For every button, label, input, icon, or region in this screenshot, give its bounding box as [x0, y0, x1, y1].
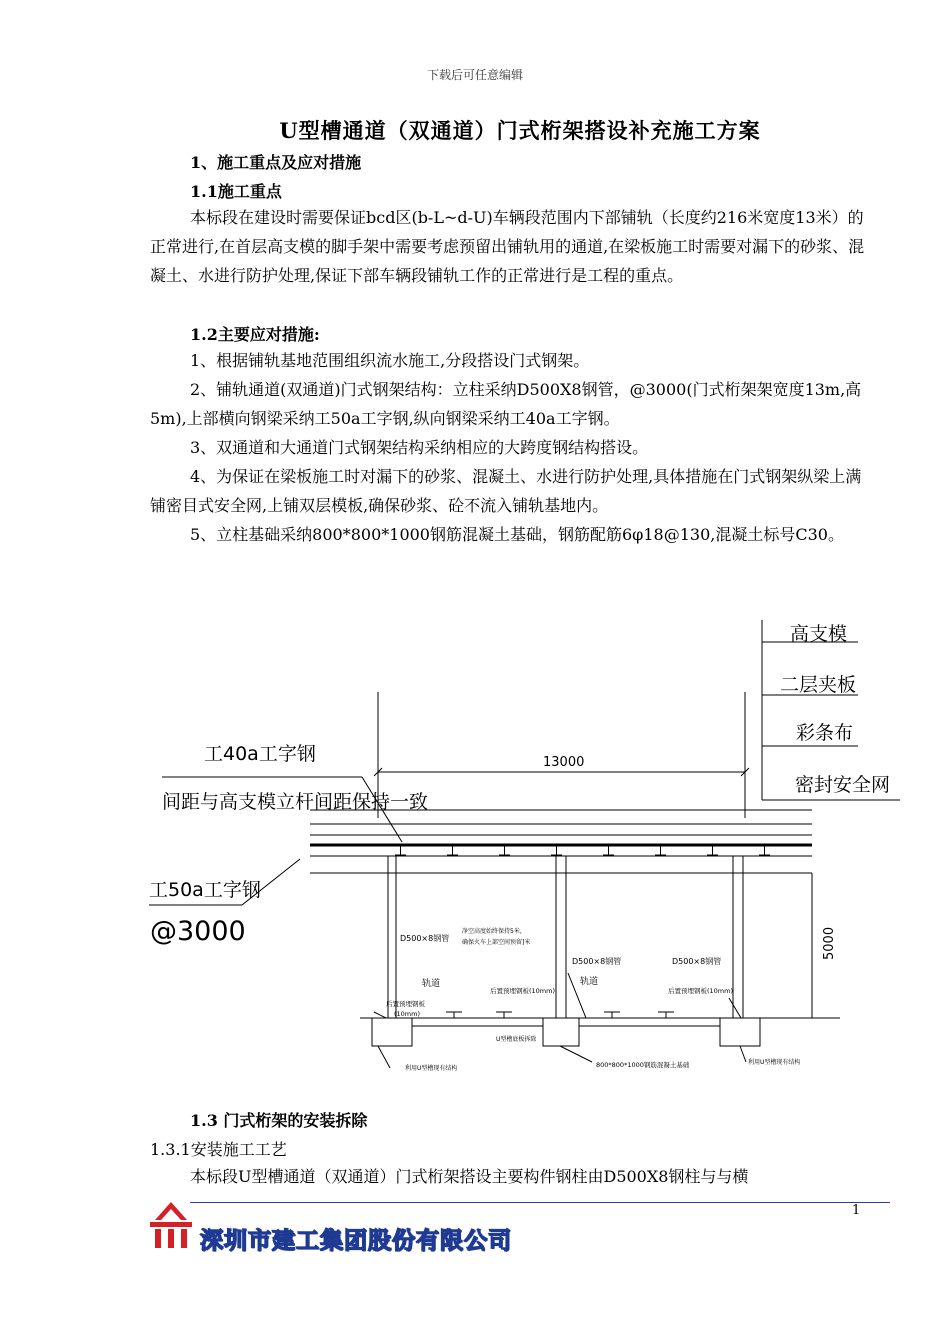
document-title: U型槽通道（双通道）门式桁架搭设补充施工方案: [279, 118, 761, 143]
label-u-slot: U型槽底板拆除: [496, 1036, 537, 1043]
label-safety-net: 密封安全网: [795, 774, 891, 796]
label-pipe-3: D500×8钢管: [672, 957, 722, 966]
label-track-2: 轨道: [580, 977, 599, 987]
dim-height: 5000: [822, 926, 837, 960]
label-i40a-beam: 工40a工字钢: [204, 743, 316, 765]
measure-item-3: 3、双通道和大通道门式钢架结构采纳相应的大跨度钢结构搭设。: [190, 438, 649, 457]
label-plate-1: 后置预埋钢板(10mm): [490, 987, 556, 995]
section-1-heading: 1、施工重点及应对措施: [190, 153, 362, 172]
section-1-3-1-paragraph: 本标段U型槽通道（双通道）门式桁架搭设主要构件钢柱由D500X8钢柱与与横: [190, 1167, 749, 1186]
label-tarp: 彩条布: [796, 722, 854, 744]
label-plate-left-1: 后置预埋钢板: [386, 1000, 425, 1008]
measure-item-4: 4、为保证在梁板施工时对漏下的砂浆、混凝土、水进行防护处理,具体措施在门式钢架纵梁上满铺密目式安全网,上铺双层模板,确保砂浆、砼不流入铺轨基地内。: [150, 467, 862, 515]
measure-item-2: 2、铺轨通道(双通道)门式钢架结构：立柱采纳D500X8钢管，@3000(门式桁架架宽度13m,高5m),上部横向钢梁采纳工50a工字钢,纵向钢梁采纳工40a工字钢。: [150, 380, 862, 428]
label-track-1: 轨道: [422, 979, 441, 989]
label-pipe-2: D500×8钢管: [572, 957, 622, 966]
company-logo-icon: [148, 1200, 194, 1250]
label-existing-1: 利用U型槽现有结构: [405, 1065, 458, 1072]
section-1-3-1-heading: 1.3.1安装施工工艺: [150, 1140, 287, 1159]
dim-span: 13000: [543, 755, 585, 770]
section-1-2-heading: 1.2主要应对措施:: [190, 325, 320, 344]
label-existing-2: 利用U型槽现有结构: [748, 1059, 801, 1066]
portal-truss-diagram: [0, 600, 950, 1090]
section-1-1-paragraph: 本标段在建设时需要保证bcd区(b-L~d-U)车辆段范围内下部铺轨（长度约216米宽度13米）的正常进行,在首层高支模的脚手架中需要考虑预留出铺轨用的通道,在梁板施工时需要对漏下的砂浆、混凝土、水进行防护处理,保证下部车辆段铺轨工作的正常进行是工程的重点。: [150, 208, 865, 285]
page-number: 1: [852, 1203, 861, 1218]
company-name: 深圳市建工集团股份有限公司: [200, 1228, 512, 1254]
label-plate-left-2: (10mm): [394, 1010, 421, 1018]
label-i50a-beam: 工50a工字钢: [149, 879, 261, 901]
section-1-3-heading: 1.3 门式桁架的安装拆除: [190, 1111, 368, 1130]
header-note: 下载后可任意编辑: [426, 68, 523, 82]
label-high-formwork: 高支模: [790, 623, 848, 645]
clearance-note-2: 确保火车上部空间预留]米: [462, 939, 531, 946]
label-pipe-1: D500×8钢管: [400, 934, 450, 943]
label-plywood: 二层夹板: [780, 674, 857, 696]
footer-divider: [190, 1202, 890, 1203]
section-1-1-heading: 1.1施工重点: [190, 182, 282, 201]
label-plate-2: 后置预埋钢板(10mm): [668, 987, 734, 995]
measure-item-1: 1、根据铺轨基地范围组织流水施工,分段搭设门式钢架。: [190, 351, 590, 370]
label-spacing-3000: @3000: [150, 916, 246, 947]
label-foundation: 800*800*1000钢筋混凝土基础: [596, 1061, 690, 1069]
clearance-note-1: 净空高度始终保持5米，: [462, 928, 526, 935]
label-spacing-note: 间距与高支模立杆间距保持一致: [162, 791, 429, 813]
measure-item-5: 5、立柱基础采纳800*800*1000钢筋混凝土基础，钢筋配筋6φ18@130,混凝土标号C30。: [190, 525, 844, 544]
